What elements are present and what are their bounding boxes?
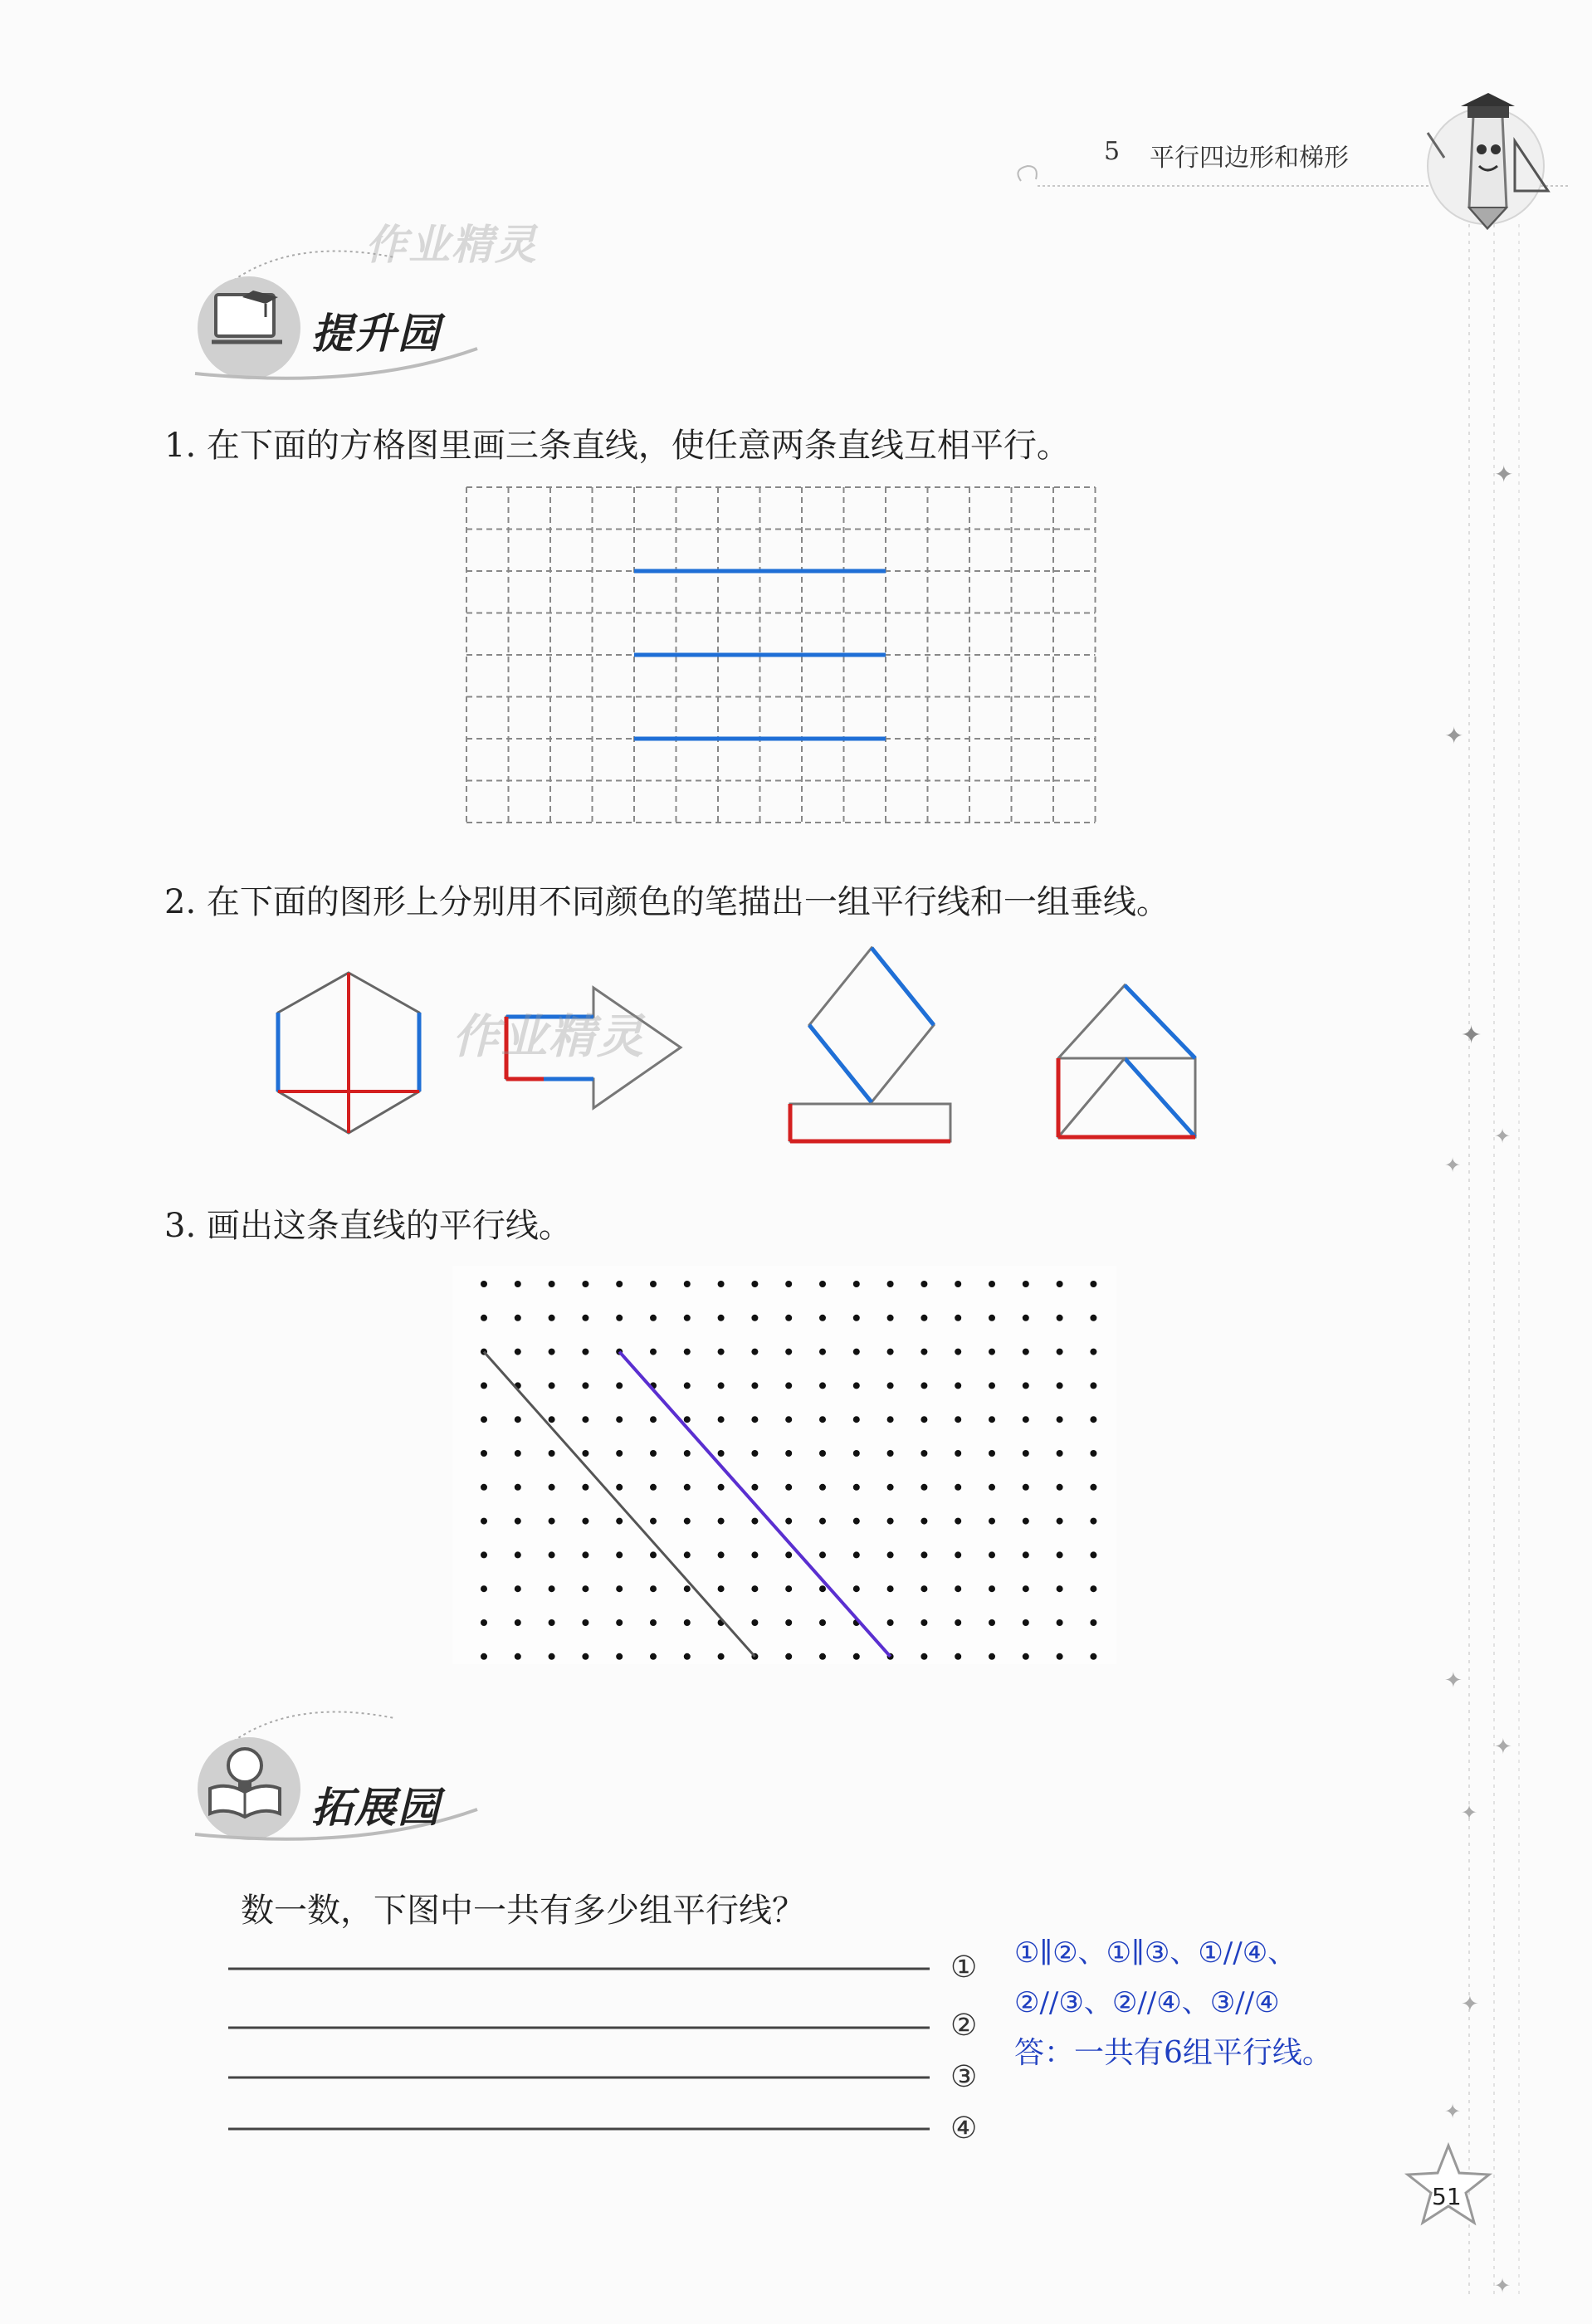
grid-dot <box>955 1416 961 1423</box>
grid-dot <box>1057 1450 1063 1457</box>
grid-dot <box>684 1551 691 1558</box>
four-lines-figure <box>224 1950 946 2166</box>
grid-dot <box>955 1382 961 1389</box>
grid-dot <box>515 1281 521 1287</box>
grid-dot <box>751 1484 758 1491</box>
grid-dot <box>684 1382 691 1389</box>
grid-dot <box>1090 1315 1096 1321</box>
answer-line-1: ①∥②、①∥③、①//④、 <box>1014 1936 1297 1970</box>
grid-dot <box>650 1281 657 1287</box>
grid-dot <box>481 1450 487 1457</box>
grid-dot <box>989 1450 995 1457</box>
grid-dot <box>751 1518 758 1525</box>
chapter-number: 5 <box>1104 137 1121 166</box>
grid-dot <box>853 1349 860 1355</box>
grid-dot <box>549 1518 555 1525</box>
grid-dot <box>684 1518 691 1525</box>
grid-dot <box>684 1484 691 1491</box>
grid-dot <box>989 1518 995 1525</box>
watermark: 作业精灵 <box>365 221 538 269</box>
grid-dot <box>989 1653 995 1660</box>
dot-grid <box>452 1266 1116 1664</box>
grid-dot <box>481 1281 487 1287</box>
watermark: 作业精灵 <box>452 1010 645 1064</box>
grid-dot <box>582 1281 588 1287</box>
grid-dot <box>684 1653 691 1660</box>
grid-dot <box>616 1653 623 1660</box>
grid-dot <box>1057 1349 1063 1355</box>
grid-dot <box>549 1484 555 1491</box>
grid-dot <box>616 1484 623 1491</box>
grid-dot <box>921 1382 927 1389</box>
grid-dot <box>481 1315 487 1321</box>
grid-dot <box>819 1349 826 1355</box>
grid-dot <box>955 1315 961 1321</box>
grid-dot <box>549 1450 555 1457</box>
grid-dot <box>853 1382 860 1389</box>
grid-dot <box>785 1416 792 1423</box>
grid-dot <box>819 1585 826 1592</box>
grid-dot <box>1057 1551 1063 1558</box>
grid-dot <box>684 1281 691 1287</box>
grid-dot <box>921 1315 927 1321</box>
grid-dot <box>989 1551 995 1558</box>
grid-dot <box>785 1315 792 1321</box>
grid-dot <box>650 1315 657 1321</box>
grid-dot <box>718 1551 725 1558</box>
grid-dot <box>1023 1382 1029 1389</box>
grid-dot <box>1023 1484 1029 1491</box>
grid-dot <box>1090 1518 1096 1525</box>
grid-dot <box>887 1349 894 1355</box>
grid-dot <box>853 1551 860 1558</box>
lightbulb-book-icon <box>203 1739 286 1822</box>
grid-dot <box>684 1619 691 1626</box>
grid-dot <box>481 1484 487 1491</box>
star-icon: ✦ <box>1494 1125 1511 1148</box>
grid-dot <box>887 1484 894 1491</box>
grid-dot <box>785 1281 792 1287</box>
grid-dot <box>853 1450 860 1457</box>
grid-dot <box>582 1382 588 1389</box>
grid-dot <box>718 1382 725 1389</box>
grid-dot <box>616 1450 623 1457</box>
grid-dot <box>955 1518 961 1525</box>
grid-dot <box>549 1349 555 1355</box>
grid-dot <box>616 1382 623 1389</box>
grid-dot <box>582 1653 588 1660</box>
grid-dot <box>887 1281 894 1287</box>
grid-dot <box>921 1585 927 1592</box>
pencil-mascot-icon <box>1411 83 1560 232</box>
grid-dot <box>1057 1315 1063 1321</box>
chalkboard-icon <box>208 282 291 357</box>
grid-dot <box>1023 1551 1029 1558</box>
square-grid <box>465 486 1096 842</box>
grid-dot <box>616 1416 623 1423</box>
house-figure <box>1046 975 1212 1150</box>
grid-dot <box>887 1518 894 1525</box>
answer-line-2: ②//③、②//④、③//④ <box>1014 1986 1280 2019</box>
grid-dot <box>1090 1416 1096 1423</box>
answer-final: 答：一共有6组平行线。 <box>1014 2036 1332 2070</box>
grid-dot <box>481 1518 487 1525</box>
grid-dot <box>819 1416 826 1423</box>
grid-dot <box>1090 1382 1096 1389</box>
grid-dot <box>887 1619 894 1626</box>
grid-dot <box>921 1484 927 1491</box>
grid-dot <box>684 1349 691 1355</box>
grid-dot <box>650 1416 657 1423</box>
grid-dot <box>751 1551 758 1558</box>
grid-dot <box>515 1315 521 1321</box>
question-3-text: 3. 画出这条直线的平行线。 <box>164 1207 572 1245</box>
grid-dot <box>921 1653 927 1660</box>
star-icon: ✦ <box>1494 1735 1512 1760</box>
grid-dot <box>1090 1484 1096 1491</box>
grid-dot <box>582 1315 588 1321</box>
section2-question: 数一数，下图中一共有多少组平行线？ <box>241 1892 805 1930</box>
grid-dot <box>481 1619 487 1626</box>
grid-dot <box>718 1281 725 1287</box>
grid-dot <box>616 1619 623 1626</box>
grid-dot <box>1023 1653 1029 1660</box>
grid-dot <box>853 1416 860 1423</box>
grid-dot <box>616 1585 623 1592</box>
grid-dot <box>582 1585 588 1592</box>
grid-dot <box>887 1551 894 1558</box>
grid-dot <box>751 1585 758 1592</box>
grid-dot <box>955 1619 961 1626</box>
grid-dot <box>1023 1619 1029 1626</box>
grid-dot <box>819 1450 826 1457</box>
grid-dot <box>1023 1349 1029 1355</box>
grid-dot <box>1057 1416 1063 1423</box>
grid-dot <box>1090 1585 1096 1592</box>
line-label-1: ① <box>950 1950 978 1985</box>
diamond-rectangle-figure <box>780 938 963 1154</box>
grid-dot <box>1023 1450 1029 1457</box>
grid-dot <box>1023 1416 1029 1423</box>
line-label-2: ② <box>950 2009 978 2043</box>
grid-dot <box>853 1518 860 1525</box>
grid-dot <box>515 1653 521 1660</box>
grid-dot <box>684 1315 691 1321</box>
grid-dot <box>582 1551 588 1558</box>
grid-dot <box>684 1585 691 1592</box>
grid-dot <box>955 1484 961 1491</box>
star-icon: ✦ <box>1461 1992 1479 2017</box>
grid-dot <box>751 1619 758 1626</box>
question-2-text: 2. 在下面的图形上分别用不同颜色的笔描出一组平行线和一组垂线。 <box>164 883 1170 921</box>
star-icon: ✦ <box>1444 2100 1462 2123</box>
grid-dot <box>751 1416 758 1423</box>
grid-dot <box>853 1484 860 1491</box>
chapter-title: 平行四边形和梯形 <box>1150 144 1349 173</box>
line-label-3: ③ <box>950 2060 978 2094</box>
question-1-text: 1. 在下面的方格图里画三条直线，使任意两条直线互相平行。 <box>164 427 1070 465</box>
grid-dot <box>549 1619 555 1626</box>
star-icon: ✦ <box>1444 1668 1463 1693</box>
grid-dot <box>887 1585 894 1592</box>
grid-dot <box>887 1450 894 1457</box>
grid-dot <box>955 1450 961 1457</box>
grid-dot <box>650 1585 657 1592</box>
grid-dot <box>819 1281 826 1287</box>
grid-dot <box>616 1518 623 1525</box>
grid-dot <box>684 1416 691 1423</box>
grid-dot <box>718 1416 725 1423</box>
star-icon: ✦ <box>1444 722 1464 749</box>
grid-dot <box>1057 1619 1063 1626</box>
grid-dot <box>718 1484 725 1491</box>
page-number: 51 <box>1432 2183 1462 2210</box>
grid-dot <box>616 1551 623 1558</box>
grid-dot <box>1023 1585 1029 1592</box>
grid-dot <box>481 1382 487 1389</box>
grid-dot <box>853 1281 860 1287</box>
grid-dot <box>650 1551 657 1558</box>
grid-dot <box>921 1619 927 1626</box>
grid-dot <box>1057 1281 1063 1287</box>
grid-dot <box>1057 1484 1063 1491</box>
grid-dot <box>785 1349 792 1355</box>
grid-dot <box>989 1349 995 1355</box>
grid-dot <box>616 1281 623 1287</box>
grid-dot <box>989 1281 995 1287</box>
grid-dot <box>955 1349 961 1355</box>
grid-dot <box>481 1416 487 1423</box>
grid-dot <box>1023 1281 1029 1287</box>
margin-decoration <box>1444 224 1544 2299</box>
grid-dot <box>1057 1585 1063 1592</box>
grid-dot <box>1090 1551 1096 1558</box>
grid-dot <box>1090 1619 1096 1626</box>
grid-dot <box>785 1653 792 1660</box>
grid-dot <box>481 1585 487 1592</box>
grid-dot <box>515 1484 521 1491</box>
grid-dot <box>921 1349 927 1355</box>
grid-dot <box>751 1349 758 1355</box>
grid-dot <box>921 1518 927 1525</box>
grid-dot <box>1090 1281 1096 1287</box>
grid-dot <box>751 1281 758 1287</box>
grid-dot <box>515 1416 521 1423</box>
grid-dot <box>819 1619 826 1626</box>
star-icon: ✦ <box>1461 1021 1482 1050</box>
grid-dot <box>718 1653 725 1660</box>
grid-dot <box>955 1551 961 1558</box>
grid-dot <box>1023 1518 1029 1525</box>
grid-dot <box>582 1450 588 1457</box>
grid-dot <box>921 1281 927 1287</box>
grid-dot <box>785 1450 792 1457</box>
grid-dot <box>819 1653 826 1660</box>
star-icon: ✦ <box>1494 461 1514 488</box>
grid-dot <box>989 1484 995 1491</box>
grid-dot <box>955 1653 961 1660</box>
grid-dot <box>650 1349 657 1355</box>
grid-dot <box>515 1619 521 1626</box>
star-icon: ✦ <box>1494 2274 1511 2297</box>
grid-dot <box>819 1382 826 1389</box>
grid-dot <box>549 1653 555 1660</box>
grid-dot <box>1057 1382 1063 1389</box>
grid-dot <box>515 1585 521 1592</box>
grid-dot <box>718 1585 725 1592</box>
grid-dot <box>853 1585 860 1592</box>
grid-dot <box>989 1315 995 1321</box>
grid-dot <box>785 1619 792 1626</box>
grid-dot <box>1090 1653 1096 1660</box>
grid-dot <box>718 1450 725 1457</box>
grid-dot <box>1090 1450 1096 1457</box>
grid-dot <box>785 1585 792 1592</box>
grid-dot <box>650 1450 657 1457</box>
grid-dot <box>921 1416 927 1423</box>
grid-dot <box>751 1382 758 1389</box>
grid-dot <box>650 1619 657 1626</box>
hexagon-figure <box>266 963 432 1154</box>
grid-dot <box>650 1484 657 1491</box>
grid-dot <box>582 1619 588 1626</box>
grid-dot <box>887 1315 894 1321</box>
grid-dot <box>549 1551 555 1558</box>
grid-dot <box>785 1518 792 1525</box>
grid-dot <box>921 1551 927 1558</box>
grid-dot <box>751 1450 758 1457</box>
grid-dot <box>549 1416 555 1423</box>
grid-dot <box>582 1484 588 1491</box>
grid-dot <box>582 1518 588 1525</box>
grid-dot <box>650 1653 657 1660</box>
grid-dot <box>853 1315 860 1321</box>
grid-dot <box>785 1484 792 1491</box>
grid-dot <box>989 1585 995 1592</box>
grid-dot <box>989 1416 995 1423</box>
grid-dot <box>921 1450 927 1457</box>
grid-dot <box>887 1382 894 1389</box>
grid-dot <box>989 1382 995 1389</box>
grid-dot <box>1090 1349 1096 1355</box>
grid-dot <box>785 1382 792 1389</box>
grid-dot <box>1057 1653 1063 1660</box>
grid-dot <box>549 1315 555 1321</box>
grid-dot <box>1023 1315 1029 1321</box>
star-icon: ✦ <box>1444 1154 1462 1177</box>
grid-dot <box>481 1551 487 1558</box>
grid-dot <box>515 1551 521 1558</box>
grid-dot <box>751 1315 758 1321</box>
grid-dot <box>616 1315 623 1321</box>
grid-dot <box>549 1382 555 1389</box>
grid-dot <box>955 1585 961 1592</box>
grid-dot <box>955 1281 961 1287</box>
grid-dot <box>718 1518 725 1525</box>
grid-dot <box>515 1349 521 1355</box>
grid-dot <box>887 1416 894 1423</box>
grid-dot <box>853 1653 860 1660</box>
grid-dot <box>684 1450 691 1457</box>
section1-title: 提升园 <box>311 310 441 358</box>
grid-dot <box>549 1281 555 1287</box>
section2-title: 拓展园 <box>311 1784 441 1832</box>
grid-dot <box>718 1315 725 1321</box>
grid-dot <box>819 1551 826 1558</box>
grid-dot <box>1057 1518 1063 1525</box>
grid-dot <box>582 1416 588 1423</box>
grid-dot <box>819 1518 826 1525</box>
grid-dot <box>785 1551 792 1558</box>
star-icon: ✦ <box>1461 1801 1478 1824</box>
grid-dot <box>515 1518 521 1525</box>
grid-dot <box>819 1484 826 1491</box>
grid-dot <box>718 1349 725 1355</box>
grid-dot <box>650 1518 657 1525</box>
grid-dot <box>819 1315 826 1321</box>
grid-dot <box>582 1349 588 1355</box>
grid-dot <box>549 1585 555 1592</box>
grid-dot <box>989 1619 995 1626</box>
line-label-4: ④ <box>950 2112 978 2146</box>
grid-dot <box>515 1450 521 1457</box>
grid-dot <box>481 1653 487 1660</box>
